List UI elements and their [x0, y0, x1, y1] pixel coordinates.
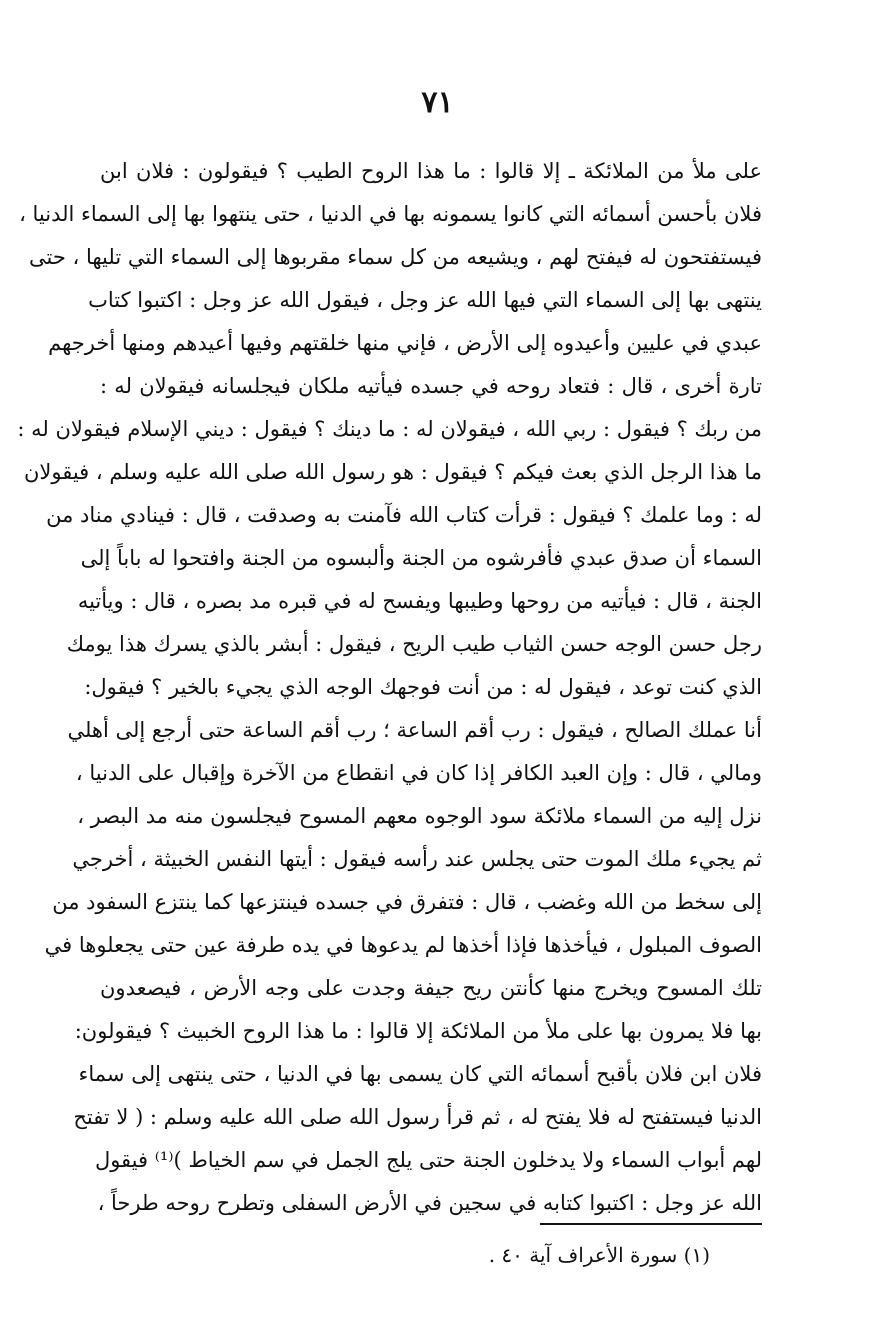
- text-line: من ربك ؟ فيقول : ربي الله ، فيقولان له : ما دينك ؟ فيقول : ديني الإسلام فيقولان له :: [17, 417, 762, 441]
- text-line: إلى سخط من الله وغضب ، قال : فتفرق في جسده فينتزعها كما ينتزع السفود من: [52, 890, 762, 914]
- text-line: نزل إليه من السماء ملائكة سود الوجوه معهم المسوح فيجلسون منه مد البصر ،: [77, 804, 762, 828]
- text-line: السماء أن صدق عبدي فأفرشوه من الجنة وألبسوه من الجنة وافتحوا له باباً إلى: [80, 546, 762, 570]
- text-line: الدنيا فيستفتح له فلا يفتح له ، ثم قرأ رسول الله صلى الله عليه وسلم : ( لا تفتح: [73, 1105, 762, 1129]
- footnote: (١) سورة الأعراف آية ٤٠ .: [488, 1243, 710, 1267]
- text-line: ما هذا الرجل الذي بعث فيكم ؟ فيقول : هو رسول الله صلى الله عليه وسلم ، فيقولان: [23, 460, 762, 484]
- text-line: فيستفتحون له فيفتح لهم ، ويشيعه من كل سماء مقربوها إلى السماء التي تليها ، حتى: [29, 245, 762, 269]
- body-text: [17, 150, 762, 1225]
- text-line: تلك المسوح ويخرج منها كأنتن ريح جيفة وجدت على وجه الأرض ، فيصعدون: [100, 976, 762, 1000]
- text-line: الذي كنت توعد ، فيقول له : من أنت فوجهك الوجه الذي يجيء بالخير ؟ فيقول:: [84, 675, 762, 699]
- text-line: ومالي ، قال : وإن العبد الكافر إذا كان في انقطاع من الآخرة وإقبال على الدنيا ،: [75, 761, 762, 785]
- text-line: تارة أخرى ، قال : فتعاد روحه في جسده فيأتيه ملكان فيجلسانه فيقولان له :: [100, 374, 762, 398]
- page-number: ٧١: [421, 85, 454, 120]
- text-line: ينتهى بها إلى السماء التي فيها الله عز وجل ، فيقول الله عز وجل : اكتبوا كتاب: [88, 288, 762, 312]
- text-line: أنا عملك الصالح ، فيقول : رب أقم الساعة ؛ رب أقم الساعة حتى أرجع إلى أهلي: [67, 718, 762, 742]
- text-line: الصوف المبلول ، فيأخذها فإذا أخذها لم يدعوها في يده طرفة عين حتى يجعلوها في: [44, 933, 762, 957]
- text-line: فلان ابن فلان بأقبح أسمائه التي كان يسمى بها في الدنيا ، حتى ينتهى إلى سماء: [78, 1062, 762, 1086]
- text-line: له : وما علمك ؟ فيقول : قرأت كتاب الله فآمنت به وصدقت ، قال : فينادي مناد من: [46, 503, 762, 527]
- text-line: بها فلا يمرون بها على ملأ من الملائكة إلا قالوا : ما هذا الروح الخبيث ؟ فيقولون:: [74, 1019, 762, 1043]
- footnote-divider: [540, 1223, 762, 1225]
- text-line: الجنة ، قال : فيأتيه من روحها وطيبها ويفسح له في قبره مد بصره ، قال : ويأتيه: [77, 589, 762, 613]
- text-line: لهم أبواب السماء ولا يدخلون الجنة حتى يلج الجمل في سم الخياط )⁽¹⁾ فيقول: [94, 1148, 762, 1172]
- text-line: فلان بأحسن أسمائه التي كانوا يسمونه بها في الدنيا ، حتى ينتهوا بها إلى السماء الدنيا ،: [19, 202, 762, 226]
- text-line: ثم يجيء ملك الموت حتى يجلس عند رأسه فيقول : أيتها النفس الخبيثة ، أخرجي: [72, 847, 762, 871]
- text-line: على ملأ من الملائكة ـ إلا قالوا : ما هذا الروح الطيب ؟ فيقولون : فلان ابن: [100, 159, 762, 183]
- text-line: الله عز وجل : اكتبوا كتابه في سجين في الأرض السفلى وتطرح روحه طرحاً ،: [97, 1191, 762, 1215]
- text-line: عبدي في عليين وأعيدوه إلى الأرض ، فإني منها خلقتهم وفيها أعيدهم ومنها أخرجهم: [48, 331, 762, 355]
- text-line: رجل حسن الوجه حسن الثياب طيب الريح ، فيقول : أبشر بالذي يسرك هذا يومك: [66, 632, 762, 656]
